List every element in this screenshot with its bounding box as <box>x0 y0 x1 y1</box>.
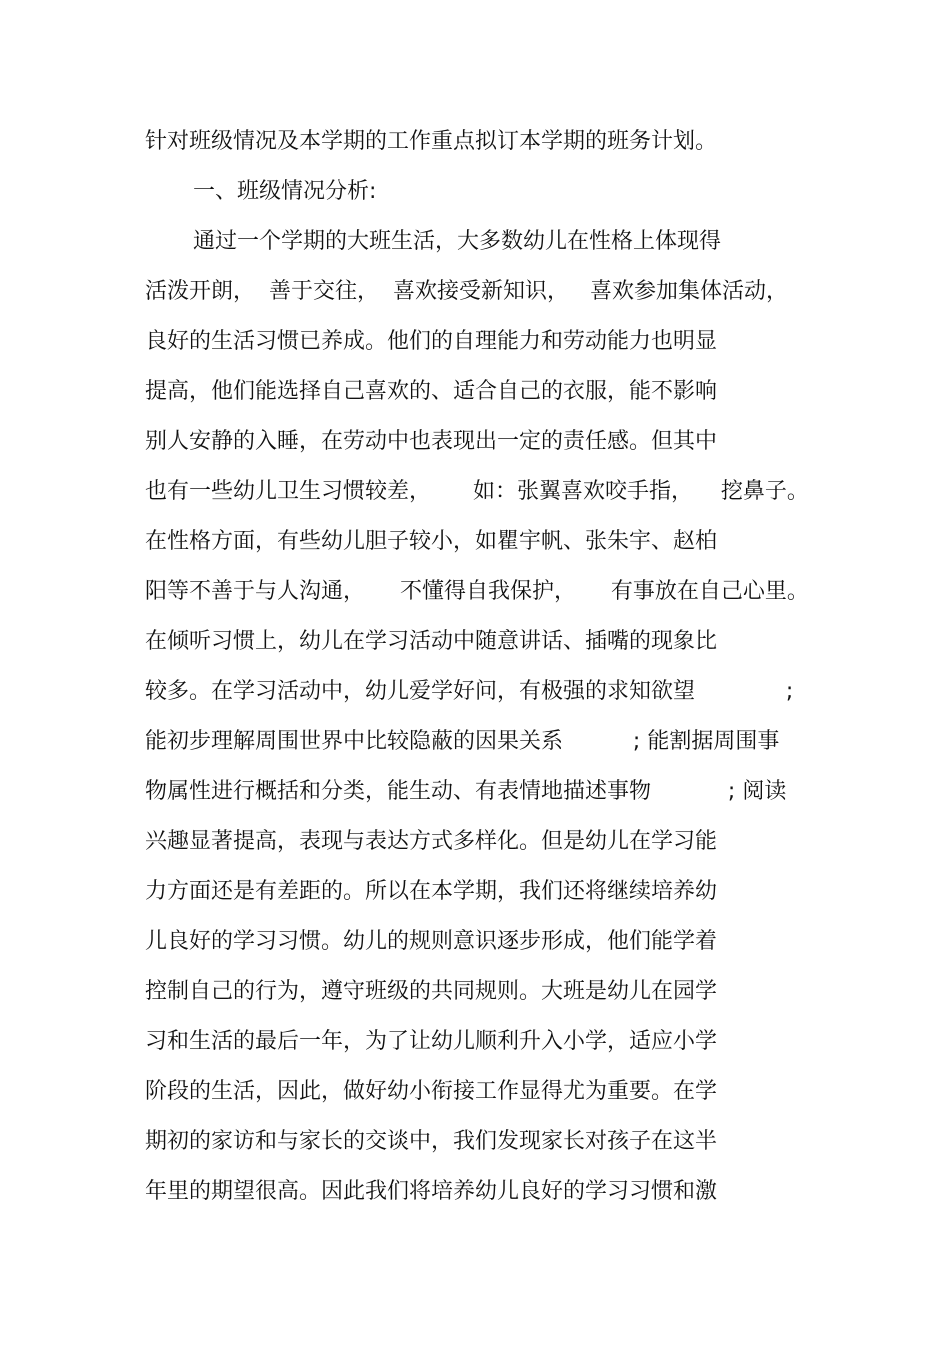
paragraph-line: 在倾听习惯上，幼儿在学习活动中随意讲话、插嘴的现象比 <box>145 629 718 654</box>
paragraph-line: 物属性进行概括和分类，能生动、有表情地描述事物 ; 阅读 <box>145 779 787 804</box>
section-heading: 一、班级情况分析: <box>193 179 377 204</box>
paragraph-line: 在性格方面，有些幼儿胆子较小，如瞿宇帆、张朱宇、赵柏 <box>145 529 718 554</box>
paragraph-line: 活泼开朗， 善于交往， 喜欢接受新知识， 喜欢参加集体活动， <box>145 279 788 304</box>
paragraph-line: 兴趣显著提高，表现与表达方式多样化。但是幼儿在学习能 <box>145 829 718 854</box>
paragraph-line: 别人安静的入睡，在劳动中也表现出一定的责任感。但其中 <box>145 429 718 454</box>
paragraph-line: 能初步理解周围世界中比较隐蔽的因果关系 ; 能割据周围事 <box>145 729 780 754</box>
paragraph-line: 通过一个学期的大班生活，大多数幼儿在性格上体现得 <box>193 229 722 254</box>
paragraph-line: 儿良好的学习习惯。幼儿的规则意识逐步形成，他们能学着 <box>145 929 718 954</box>
paragraph-line: 力方面还是有差距的。所以在本学期，我们还将继续培养幼 <box>145 879 718 904</box>
paragraph-line: 良好的生活习惯已养成。他们的自理能力和劳动能力也明显 <box>145 329 718 354</box>
paragraph-line: 也有一些幼儿卫生习惯较差， 如：张翼喜欢咬手指， 挖鼻子。 <box>145 479 809 504</box>
paragraph-line: 习和生活的最后一年，为了让幼儿顺利升入小学，适应小学 <box>145 1029 718 1054</box>
paragraph-line: 阶段的生活，因此，做好幼小衔接工作显得尤为重要。在学 <box>145 1079 718 1104</box>
paragraph-line: 年里的期望很高。因此我们将培养幼儿良好的学习习惯和激 <box>145 1179 718 1204</box>
paragraph-line: 提高，他们能选择自己喜欢的、适合自己的衣服，能不影响 <box>145 379 718 404</box>
paragraph-line: 控制自己的行为，遵守班级的共同规则。大班是幼儿在园学 <box>145 979 718 1004</box>
paragraph-line: 期初的家访和与家长的交谈中，我们发现家长对孩子在这半 <box>145 1129 718 1154</box>
paragraph-line: 较多。在学习活动中，幼儿爱学好问，有极强的求知欲望 ; <box>145 679 794 704</box>
paragraph-line: 针对班级情况及本学期的工作重点拟订本学期的班务计划。 <box>145 129 718 154</box>
paragraph-line: 阳等不善于与人沟通， 不懂得自我保护， 有事放在自己心里。 <box>145 579 809 604</box>
